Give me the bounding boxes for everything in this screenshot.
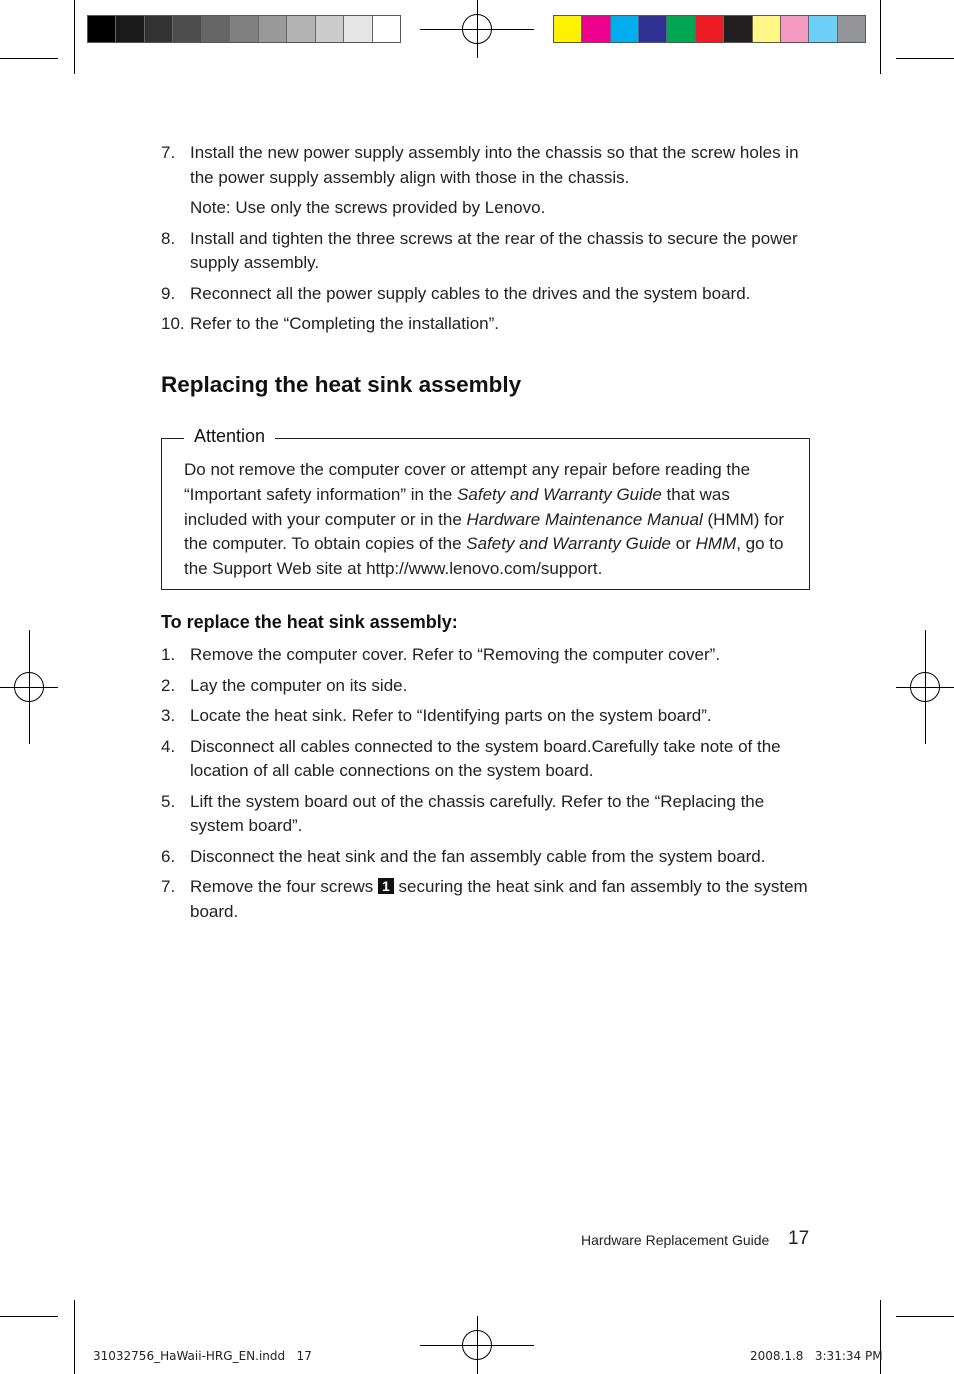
attention-text-part: or — [671, 534, 696, 554]
color-swatch — [116, 16, 144, 42]
page-number: 17 — [788, 1228, 810, 1249]
list-item — [161, 643, 811, 668]
crop-mark — [896, 58, 954, 59]
step-text: Lay the computer on its side. — [190, 675, 408, 695]
procedure-steps — [161, 643, 811, 924]
color-swatch — [344, 16, 372, 42]
color-swatch — [667, 16, 695, 42]
note-label: Note: — [190, 198, 231, 217]
color-swatch — [173, 16, 201, 42]
list-item — [161, 704, 811, 729]
list-item — [161, 141, 811, 190]
step-text: securing the heat sink and fan assembly to the system board. — [190, 877, 808, 921]
color-swatch — [316, 16, 344, 42]
book-title: Safety and Warranty Guide — [457, 484, 662, 504]
step-number: 9. — [161, 283, 176, 303]
list-item — [161, 227, 811, 276]
color-swatch — [611, 16, 639, 42]
registration-target — [462, 14, 492, 44]
crop-mark — [896, 1316, 954, 1317]
print-timestamp: 2008.1.8 3:31:34 PM — [750, 1349, 883, 1363]
attention-text-part: (HMM) for the computer. To obtain copies of the — [184, 509, 785, 554]
registration-target — [462, 1330, 492, 1360]
step-number: 7. — [161, 143, 176, 162]
list-item — [161, 845, 811, 870]
section-title: Replacing the heat sink assembly — [161, 372, 522, 397]
step-text: Refer to the “Completing the installation”. — [190, 314, 499, 333]
step-number: 10. — [161, 314, 185, 333]
step-text: Lift the system board out of the chassis carefully. Refer to the “Replacing the system board”. — [190, 791, 765, 835]
step-number: 4. — [161, 736, 176, 756]
color-swatch — [554, 16, 582, 42]
step-text: Reconnect all the power supply cables to the drives and the system board. — [190, 283, 751, 303]
step-number: 1. — [161, 645, 176, 664]
color-swatch — [287, 16, 315, 42]
callout-badge: 1 — [378, 878, 394, 894]
color-swatch — [373, 16, 400, 42]
book-title: HMM — [695, 534, 737, 554]
crop-mark — [74, 0, 75, 74]
color-swatch — [838, 16, 865, 42]
color-swatch — [145, 16, 173, 42]
color-swatch — [88, 16, 116, 42]
guide-name: Hardware Replacement Guide — [581, 1232, 770, 1248]
step-text: Remove the four screws — [190, 877, 379, 896]
step-number: 8. — [161, 228, 176, 248]
list-item — [161, 875, 811, 924]
color-swatch — [202, 16, 230, 42]
book-title: Safety and Warranty Guide — [466, 534, 672, 554]
list-item — [161, 674, 811, 699]
color-swatch — [809, 16, 837, 42]
process-color-bar — [553, 15, 866, 43]
step-number: 5. — [161, 791, 176, 811]
file-slug: 31032756_HaWaii-HRG_EN.indd 17 — [93, 1349, 312, 1363]
color-swatch — [639, 16, 667, 42]
book-title: Hardware Maintenance Manual — [466, 509, 703, 529]
registration-target — [14, 672, 44, 702]
crop-mark — [74, 1300, 75, 1374]
crop-mark — [880, 0, 881, 74]
step-number: 6. — [161, 846, 176, 866]
procedure-title: To replace the heat sink assembly: — [161, 612, 458, 632]
list-item — [161, 312, 811, 337]
step-text: Install the new power supply assembly into the chassis so that the screw holes in the power supply assembly align with those in the chassis. — [190, 143, 799, 187]
attention-title: Attention — [184, 426, 275, 447]
step-text: Locate the heat sink. Refer to “Identifying parts on the system board”. — [190, 706, 712, 725]
color-swatch — [781, 16, 809, 42]
color-swatch — [724, 16, 752, 42]
step-number: 7. — [161, 877, 176, 896]
color-swatch — [753, 16, 781, 42]
step-number: 3. — [161, 706, 176, 725]
crop-mark — [0, 58, 58, 59]
step-number: 2. — [161, 675, 176, 695]
grayscale-color-bar — [87, 15, 401, 43]
attention-text-part: Do not remove the computer cover or attempt any repair before reading the “Important safety information” in the — [184, 460, 751, 504]
intro-steps — [161, 141, 811, 337]
color-swatch — [582, 16, 610, 42]
list-item — [161, 282, 811, 307]
list-item — [161, 790, 811, 839]
color-swatch — [230, 16, 258, 42]
step-text: Remove the computer cover. Refer to “Removing the computer cover”. — [190, 645, 721, 664]
list-item — [161, 735, 811, 784]
step-text: Disconnect the heat sink and the fan assembly cable from the system board. — [190, 846, 766, 866]
registration-target — [910, 672, 940, 702]
color-swatch — [696, 16, 724, 42]
note-text: Use only the screws provided by Lenovo. — [230, 198, 546, 217]
crop-mark — [0, 1316, 58, 1317]
note — [161, 196, 811, 221]
step-text: Install and tighten the three screws at the rear of the chassis to secure the power supply assembly. — [190, 228, 798, 272]
color-swatch — [259, 16, 287, 42]
step-text: Disconnect all cables connected to the system board.Carefully take note of the location of all cable connections on the system board. — [190, 736, 781, 780]
attention-text-part: that was included with your computer or in the — [184, 484, 730, 529]
attention-text — [184, 458, 794, 582]
attention-text-part: , go to the Support Web site at http://www.lenovo.com/support. — [184, 534, 784, 579]
